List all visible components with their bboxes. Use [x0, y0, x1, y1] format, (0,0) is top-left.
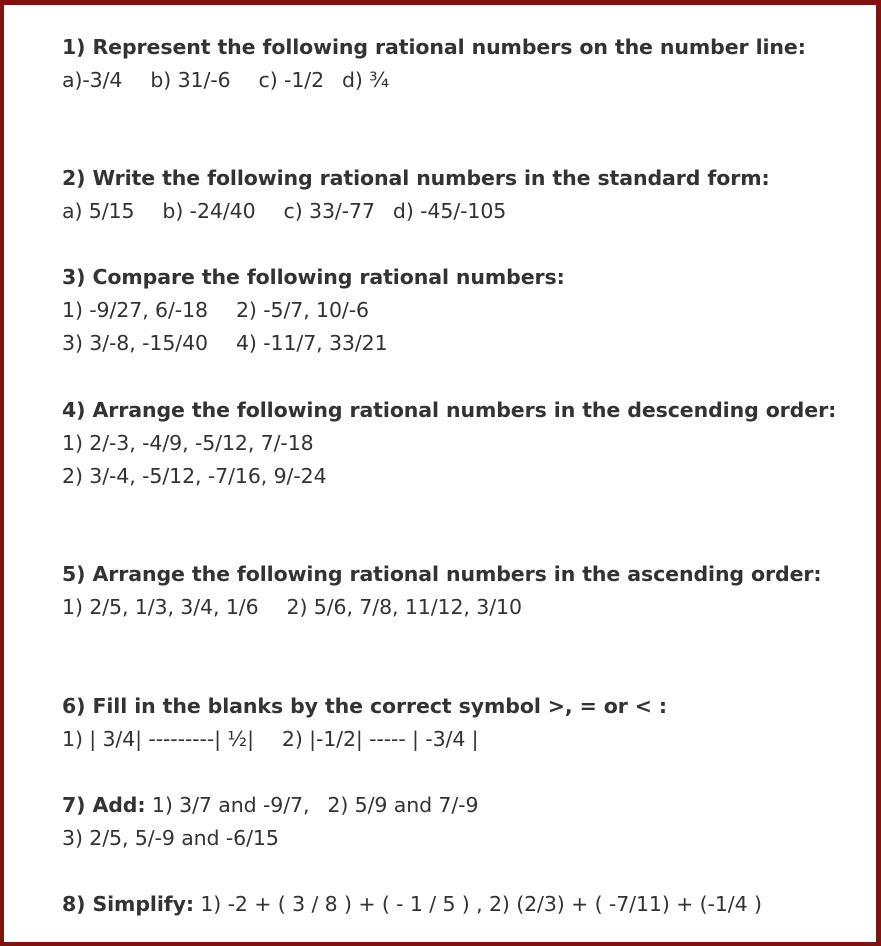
answer-row: [62, 789, 842, 822]
question-7: [62, 789, 842, 855]
answer-row: [62, 294, 842, 327]
item: d) -45/-105: [392, 199, 507, 223]
item: 2) -5/7, 10/-6: [235, 298, 369, 322]
item: 1) 2/-3, -4/9, -5/12, 7/-18: [62, 431, 314, 455]
item: a)-3/4: [62, 68, 123, 92]
question-6: [62, 690, 842, 756]
item: 4) -11/7, 33/21: [235, 331, 388, 355]
answer-row: [62, 327, 842, 360]
question-heading: 8) Simplify:: [62, 892, 194, 916]
answer-row: [62, 723, 842, 756]
question-4: [62, 394, 842, 493]
item: b) -24/40: [162, 199, 256, 223]
question-heading: 3) Compare the following rational numbers:: [62, 265, 565, 289]
item: 3) 3/-8, -15/40: [62, 331, 208, 355]
item: 1) -2 + ( 3 / 8 ) + ( - 1 / 5 ) , 2) (2/3) + ( -7/11) + (-1/4 ): [200, 892, 762, 916]
item: 1) 3/7 and -9/7,: [151, 793, 310, 817]
answer-row: [62, 591, 842, 624]
answer-row: [62, 822, 842, 855]
question-heading: 1) Represent the following rational numbers on the number line:: [62, 35, 806, 59]
question-8: [62, 888, 842, 921]
question-5: [62, 558, 842, 624]
question-2: [62, 162, 842, 228]
item: a) 5/15: [62, 199, 135, 223]
item: b) 31/-6: [150, 68, 231, 92]
question-heading: 7) Add:: [62, 793, 146, 817]
answer-row: [62, 64, 842, 97]
question-1: [62, 31, 842, 97]
item: 3) 2/5, 5/-9 and -6/15: [62, 826, 279, 850]
question-heading: 6) Fill in the blanks by the correct symbol >, = or < :: [62, 694, 667, 718]
item: 1) -9/27, 6/-18: [62, 298, 208, 322]
item: d) ¾: [342, 68, 390, 92]
question-heading: 2) Write the following rational numbers in the standard form:: [62, 166, 770, 190]
item: 2) 3/-4, -5/12, -7/16, 9/-24: [62, 464, 327, 488]
answer-row: [62, 195, 842, 228]
item: c) -1/2: [258, 68, 325, 92]
item: c) 33/-77: [283, 199, 375, 223]
question-heading: 5) Arrange the following rational numbers in the ascending order:: [62, 562, 822, 586]
item: 1) 2/5, 1/3, 3/4, 1/6: [62, 595, 259, 619]
item: 1) | 3/4| ---------| ½|: [62, 727, 254, 751]
item: 2) |-1/2| ----- | -3/4 |: [281, 727, 479, 751]
answer-row: [62, 427, 842, 460]
question-heading: 4) Arrange the following rational numbers in the descending order:: [62, 398, 837, 422]
item: 2) 5/6, 7/8, 11/12, 3/10: [286, 595, 522, 619]
item: 2) 5/9 and 7/-9: [327, 793, 479, 817]
question-3: [62, 261, 842, 360]
answer-row: [62, 460, 842, 493]
answer-row: [62, 888, 842, 921]
